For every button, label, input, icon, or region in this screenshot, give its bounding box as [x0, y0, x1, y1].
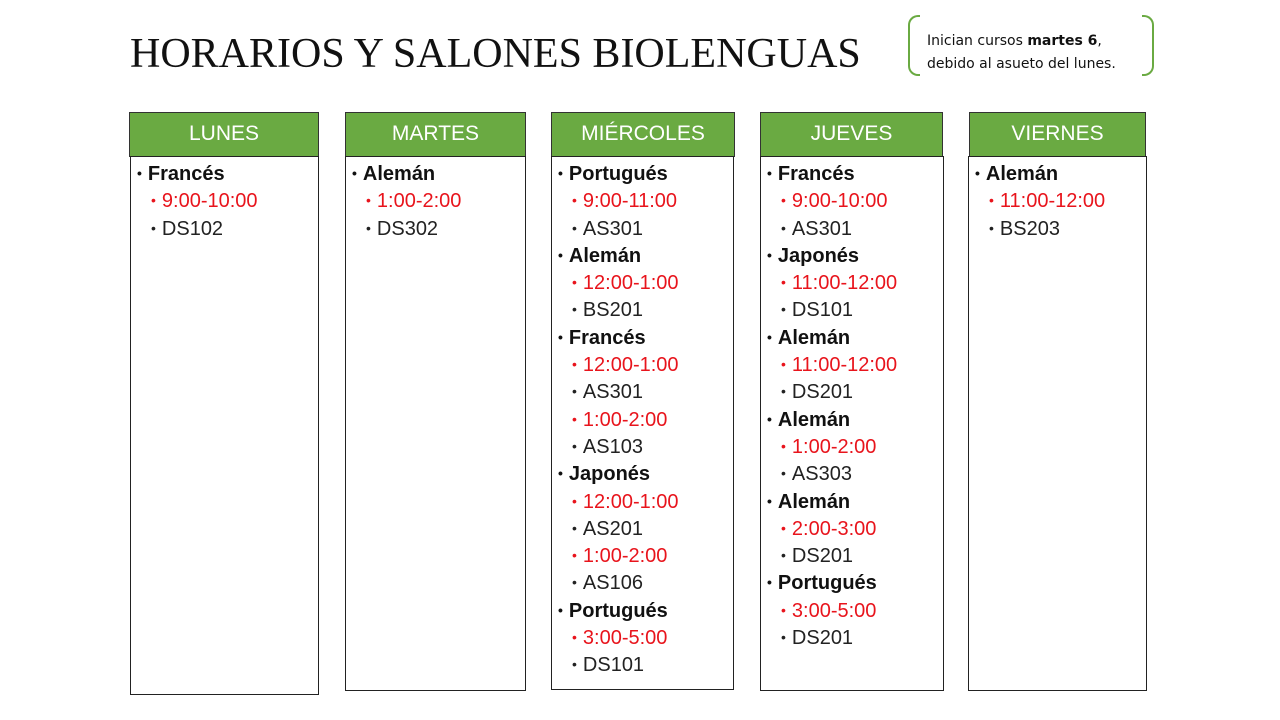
course-language: [761, 324, 943, 351]
course-language: [761, 569, 943, 596]
course-room: [969, 215, 1146, 242]
course-room-text: AS301: [791, 217, 852, 240]
course-room: [552, 215, 733, 242]
course-time: [131, 187, 318, 214]
bullet: •: [572, 437, 577, 454]
course-language-text: Alemán: [362, 163, 436, 185]
course-time-text: 12:00-1:00: [582, 354, 679, 377]
course-language: [131, 160, 318, 187]
note-line2: debido al asueto del lunes.: [927, 56, 1116, 72]
course-time-text: 3:00-5:00: [582, 627, 668, 650]
course-time: [552, 269, 733, 296]
course-language: [346, 160, 525, 187]
course-time: [346, 187, 525, 214]
bullet: •: [781, 383, 786, 400]
bullet: •: [366, 192, 371, 209]
course-room-text: BS201: [582, 299, 643, 322]
course-time-text: 1:00-2:00: [582, 408, 668, 431]
course-room: [346, 215, 525, 242]
bullet: •: [151, 219, 156, 236]
course-room-text: DS201: [791, 381, 854, 404]
bullet: •: [989, 219, 994, 236]
course-room: [552, 378, 733, 405]
bullet: •: [572, 492, 577, 509]
course-room-text: AS103: [582, 435, 643, 458]
course-time-text: 2:00-3:00: [791, 517, 877, 540]
bullet: •: [572, 274, 577, 291]
course-room: [552, 569, 733, 596]
course-language-text: Alemán: [777, 490, 851, 513]
day-header: MARTES: [345, 112, 526, 157]
course-room: [552, 515, 733, 542]
course-room-text: DS201: [791, 545, 854, 568]
course-room: [761, 215, 943, 242]
course-room: [552, 296, 733, 323]
bullet: •: [558, 465, 563, 482]
bullet: •: [572, 192, 577, 209]
course-room-text: AS301: [582, 381, 643, 404]
bullet: •: [572, 410, 577, 427]
course-time-text: 1:00-2:00: [582, 545, 668, 568]
course-time-text: 9:00-11:00: [582, 190, 678, 213]
course-room-text: DS102: [161, 217, 224, 240]
bullet: •: [572, 301, 577, 318]
course-time-text: 11:00-12:00: [999, 190, 1106, 213]
course-room-text: DS101: [582, 654, 645, 677]
course-language-text: Alemán: [985, 163, 1059, 185]
course-room: [761, 460, 943, 487]
day-header: MIÉRCOLES: [551, 112, 735, 157]
course-time-text: 1:00-2:00: [376, 190, 462, 213]
course-room-text: DS101: [791, 299, 854, 322]
course-time-text: 12:00-1:00: [582, 490, 679, 513]
course-time: [552, 624, 733, 651]
course-room: [761, 624, 943, 651]
course-time: [761, 433, 943, 460]
course-time-text: 9:00-10:00: [161, 190, 258, 213]
course-time: [761, 351, 943, 378]
course-room-text: AS303: [791, 463, 852, 486]
course-time-text: 3:00-5:00: [791, 599, 877, 622]
course-room-text: AS301: [582, 217, 643, 240]
course-time: [761, 187, 943, 214]
course-language-text: Francés: [568, 326, 646, 349]
course-language-text: Alemán: [568, 244, 642, 267]
bullet: •: [781, 547, 786, 564]
callout-note: [908, 15, 1154, 76]
bullet: •: [558, 601, 563, 618]
bullet: •: [558, 246, 563, 263]
day-header: JUEVES: [760, 112, 943, 157]
right-bracket: [1142, 15, 1154, 76]
note-bold: martes 6: [1027, 33, 1098, 49]
bullet: •: [781, 519, 786, 536]
course-language: [969, 160, 1146, 187]
bullet: •: [572, 629, 577, 646]
course-room: [761, 542, 943, 569]
bullet: •: [572, 219, 577, 236]
course-language-text: Portugués: [568, 599, 668, 622]
bullet: •: [781, 192, 786, 209]
course-language: [761, 488, 943, 515]
course-language-text: Alemán: [777, 326, 851, 349]
day-column: [551, 156, 734, 690]
course-time: [552, 406, 733, 433]
course-language: [761, 242, 943, 269]
course-language: [552, 242, 733, 269]
bullet: •: [781, 465, 786, 482]
bullet: •: [572, 656, 577, 673]
bullet: •: [572, 547, 577, 564]
day-column: [968, 156, 1147, 691]
bullet: •: [767, 410, 772, 427]
course-language: [552, 160, 733, 187]
bullet: •: [572, 383, 577, 400]
course-language: [761, 160, 943, 187]
bullet: •: [781, 301, 786, 318]
day-column: [345, 156, 526, 691]
day-header: VIERNES: [969, 112, 1146, 157]
bullet: •: [767, 328, 772, 345]
course-room: [131, 215, 318, 242]
course-room-text: AS201: [582, 517, 643, 540]
bullet: •: [975, 165, 980, 181]
bullet: •: [572, 356, 577, 373]
bullet: •: [989, 192, 994, 209]
bullet: •: [767, 246, 772, 263]
bullet: •: [137, 165, 142, 181]
course-language-text: Portugués: [777, 572, 877, 595]
course-time: [761, 515, 943, 542]
course-time: [552, 187, 733, 214]
bullet: •: [781, 601, 786, 618]
course-language: [761, 406, 943, 433]
course-time: [969, 187, 1146, 214]
note-text: [927, 30, 1116, 76]
course-time: [552, 351, 733, 378]
bullet: •: [767, 492, 772, 509]
course-time: [761, 269, 943, 296]
course-room: [761, 296, 943, 323]
bullet: •: [781, 356, 786, 373]
course-time-text: 11:00-12:00: [791, 354, 898, 377]
course-room: [552, 651, 733, 678]
bullet: •: [366, 219, 371, 236]
day-column: [760, 156, 944, 691]
day-column: [130, 156, 319, 695]
course-time-text: 1:00-2:00: [791, 435, 877, 458]
bullet: •: [767, 165, 772, 181]
day-header: LUNES: [129, 112, 319, 157]
course-language-text: Francés: [147, 163, 225, 185]
course-language-text: Alemán: [777, 408, 851, 431]
left-bracket: [908, 15, 920, 76]
course-time: [552, 488, 733, 515]
bullet: •: [572, 574, 577, 591]
bullet: •: [572, 519, 577, 536]
bullet: •: [558, 165, 563, 181]
bullet: •: [151, 192, 156, 209]
course-room: [761, 378, 943, 405]
note-prefix: Inician cursos: [927, 33, 1028, 49]
course-language-text: Francés: [777, 163, 855, 185]
course-language-text: Japonés: [777, 244, 860, 267]
course-language: [552, 460, 733, 487]
course-time: [761, 597, 943, 624]
course-language: [552, 324, 733, 351]
course-room-text: AS106: [582, 572, 643, 595]
course-room-text: BS203: [999, 217, 1060, 240]
bullet: •: [781, 437, 786, 454]
course-language-text: Japonés: [568, 463, 651, 486]
bullet: •: [767, 574, 772, 591]
course-language-text: Portugués: [568, 163, 668, 185]
note-suffix: ,: [1097, 33, 1102, 49]
course-language: [552, 597, 733, 624]
course-time-text: 12:00-1:00: [582, 272, 679, 295]
course-time-text: 11:00-12:00: [791, 272, 898, 295]
bullet: •: [558, 328, 563, 345]
course-room: [552, 433, 733, 460]
bullet: •: [781, 629, 786, 646]
bullet: •: [352, 165, 357, 181]
bullet: •: [781, 274, 786, 291]
course-time-text: 9:00-10:00: [791, 190, 888, 213]
course-time: [552, 542, 733, 569]
course-room-text: DS201: [791, 627, 854, 650]
course-room-text: DS302: [376, 217, 439, 240]
bullet: •: [781, 219, 786, 236]
page-title: HORARIOS Y SALONES BIOLENGUAS: [130, 31, 861, 77]
